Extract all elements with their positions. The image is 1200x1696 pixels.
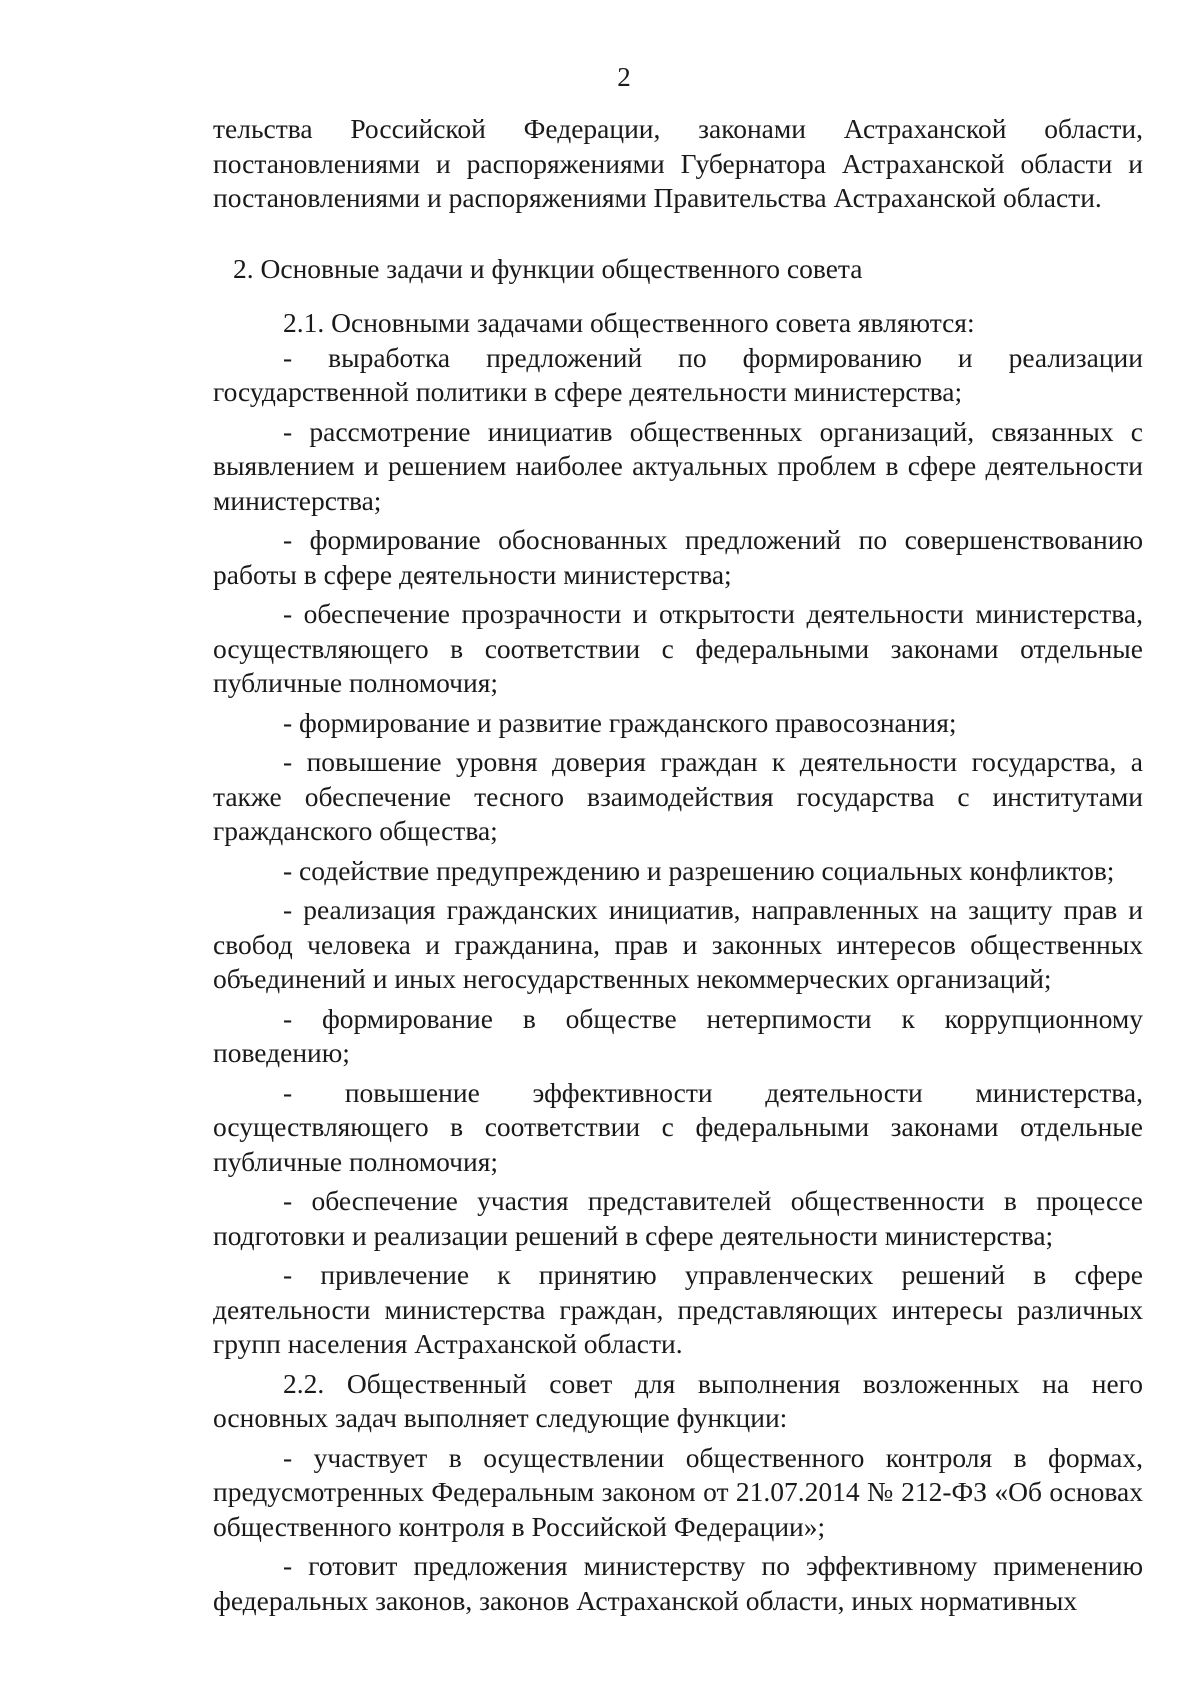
functions-heading: 2.2. Общественный совет для выполнения возложенных на него основных задач выполняет следующие функции: — [213, 1367, 1143, 1433]
tasks-heading: 2.1. Основными задачами общественного совета являются: — [283, 307, 975, 338]
task-item: - повышение эффективности деятельности министерства, осуществляющего в соответствии с федеральными законами отдельные публичные полномочия; — [213, 1076, 1143, 1177]
function-item: - готовит предложения министерству по эффективному применению федеральных законов, законов Астраханской области, иных нормативных — [213, 1550, 1143, 1616]
task-item: - обеспечение прозрачности и открытости деятельности министерства, осуществляющего в соответствии с федеральными законами отдельные публичные полномочия; — [213, 598, 1143, 698]
task-item: - формирование и развитие гражданского правосознания; — [283, 706, 957, 738]
section-title: 2. Основные задачи и функции общественного совета — [233, 252, 863, 284]
task-item: - рассмотрение инициатив общественных организаций, связанных с выявлением и решением наиболее актуальных проблем в сфере деятельности министерства; — [213, 415, 1143, 516]
document-body — [213, 112, 1143, 1618]
task-item: - формирование в обществе нетерпимости к коррупционному поведению; — [213, 1002, 1143, 1068]
page-number: 2 — [617, 62, 631, 92]
task-item: - реализация гражданских инициатив, направленных на защиту прав и свобод человека и гражданина, прав и законных интересов общественных объединений и иных негосударственных некоммерческих организаций; — [213, 894, 1143, 994]
task-item: - содействие предупреждению и разрешению социальных конфликтов; — [283, 854, 1115, 886]
task-item: - выработка предложений по формированию и реализации государственной политики в сфере деятельности министерства; — [213, 341, 1143, 407]
task-item: - обеспечение участия представителей общественности в процессе подготовки и реализации решений в сфере деятельности министерства; — [213, 1185, 1143, 1251]
task-item: - повышение уровня доверия граждан к деятельности государства, а также обеспечение тесного взаимодействия государства с институтами гражданского общества; — [213, 746, 1143, 846]
task-item: - привлечение к принятию управленческих решений в сфере деятельности министерства граждан, представляющих интересы различных групп населения Астраханской области. — [213, 1259, 1143, 1359]
intro-paragraph: тельства Российской Федерации, законами Астраханской области, постановлениями и распоряжениями Губернатора Астраханской области и постановлениями и распоряжениями Правительства Астраханской области. — [213, 113, 1143, 213]
task-item: - формирование обоснованных предложений по совершенствованию работы в сфере деятельности министерства; — [213, 524, 1143, 590]
function-item: - участвует в осуществлении общественного контроля в формах, предусмотренных Федеральным законом от 21.07.2014 № 212-ФЗ «Об основах общественного контроля в Российской Федерации»; — [213, 1441, 1143, 1542]
